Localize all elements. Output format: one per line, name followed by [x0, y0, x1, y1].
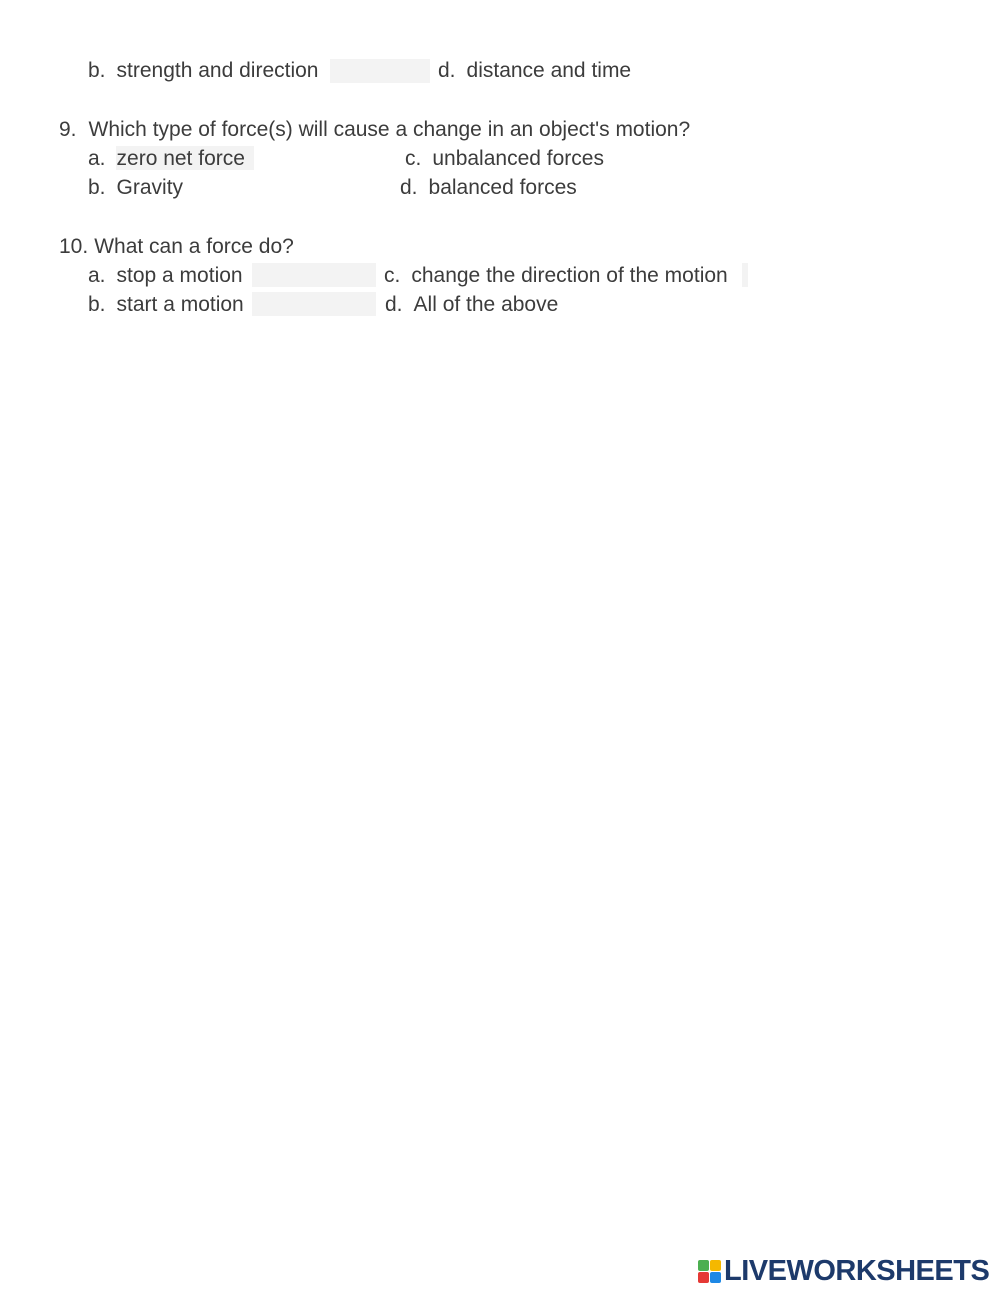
question-number: 10.: [59, 235, 89, 258]
logo-square-yellow: [710, 1260, 721, 1271]
option-9c: [405, 146, 604, 172]
option-text: strength and direction: [116, 59, 319, 82]
option-text: All of the above: [413, 293, 559, 316]
question-9: [59, 117, 690, 143]
option-9a: [88, 146, 245, 172]
option-text: unbalanced forces: [432, 147, 604, 170]
option-letter: d.: [400, 176, 418, 199]
option-8d: [438, 58, 631, 84]
option-letter: c.: [384, 264, 401, 287]
answer-field[interactable]: [252, 292, 376, 316]
option-text: stop a motion: [116, 264, 243, 287]
option-text: balanced forces: [428, 176, 577, 199]
logo-square-blue: [710, 1272, 721, 1283]
option-8b: [88, 58, 318, 84]
logo-square-green: [698, 1260, 709, 1271]
option-letter: d.: [385, 293, 403, 316]
option-letter: d.: [438, 59, 456, 82]
logo-text: LIVEWORKSHEETS: [724, 1255, 990, 1287]
question-10: [59, 234, 294, 260]
liveworksheets-logo: [698, 1257, 989, 1285]
answer-field[interactable]: [330, 59, 430, 83]
option-10c: [384, 263, 728, 289]
option-letter: b.: [88, 293, 106, 316]
option-text: start a motion: [116, 293, 244, 316]
option-9d: [400, 175, 577, 201]
question-number: 9.: [59, 118, 77, 141]
option-letter: a.: [88, 147, 106, 170]
option-text: Gravity: [116, 176, 184, 199]
option-letter: b.: [88, 176, 106, 199]
option-text: zero net force: [116, 147, 245, 170]
option-text: distance and time: [466, 59, 632, 82]
question-text: What can a force do?: [94, 235, 294, 258]
option-9b: [88, 175, 183, 201]
logo-mark-icon: [698, 1260, 721, 1283]
option-10d: [385, 292, 558, 318]
option-10a: [88, 263, 243, 289]
answer-field[interactable]: [252, 263, 376, 287]
option-letter: c.: [405, 147, 422, 170]
logo-square-red: [698, 1272, 709, 1283]
option-letter: b.: [88, 59, 106, 82]
option-10b: [88, 292, 244, 318]
option-letter: a.: [88, 264, 106, 287]
question-text: Which type of force(s) will cause a change in an object's motion?: [88, 118, 691, 141]
option-text: change the direction of the motion: [411, 264, 728, 287]
answer-field[interactable]: [742, 263, 748, 287]
